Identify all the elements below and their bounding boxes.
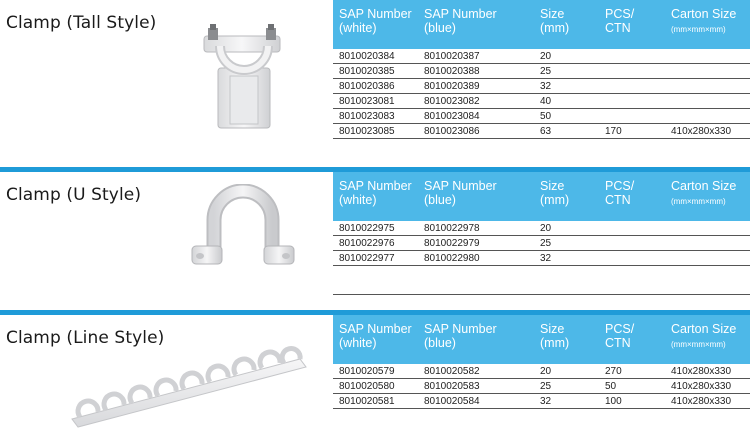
line-clamp-photo — [66, 341, 312, 431]
col-carton: Carton Size (mm×mm×mm) — [665, 315, 750, 364]
col-carton: Carton Size (mm×mm×mm) — [665, 0, 750, 49]
table-row: 8010020579 8010020582 20 270 410x280x330 — [333, 364, 750, 379]
section-line-style — [0, 315, 750, 431]
spec-table — [333, 172, 750, 295]
section-u-style — [0, 172, 750, 292]
table-header-row — [333, 315, 750, 364]
table-row: 8010020581 8010020584 32 100 410x280x330 — [333, 394, 750, 409]
table-header-row — [333, 172, 750, 221]
col-sap-white: SAP Number (white) — [333, 0, 418, 49]
col-sap-blue: SAP Number (blue) — [418, 172, 534, 221]
table-row: 8010022976 8010022979 25 — [333, 236, 750, 251]
col-pcs: PCS/ CTN — [599, 315, 665, 364]
section-title: Clamp (Line Style) — [6, 328, 165, 348]
col-pcs: PCS/ CTN — [599, 172, 665, 221]
table-header-row — [333, 0, 750, 49]
table-row: 8010022975 8010022978 20 — [333, 221, 750, 236]
section-title: Clamp (Tall Style) — [6, 13, 157, 33]
table-row: 8010020386 8010020389 32 — [333, 79, 750, 94]
table-row: 8010023083 8010023084 50 — [333, 109, 750, 124]
col-sap-blue: SAP Number (blue) — [418, 0, 534, 49]
col-size: Size (mm) — [534, 315, 599, 364]
table-row: 8010023081 8010023082 40 — [333, 94, 750, 109]
table-row: 8010020384 8010020387 20 — [333, 49, 750, 64]
col-carton: Carton Size (mm×mm×mm) — [665, 172, 750, 221]
spec-table — [333, 0, 750, 139]
col-sap-white: SAP Number (white) — [333, 172, 418, 221]
section-title: Clamp (U Style) — [6, 185, 142, 205]
spec-table — [333, 315, 750, 409]
col-pcs: PCS/ CTN — [599, 0, 665, 49]
col-size: Size (mm) — [534, 0, 599, 49]
col-size: Size (mm) — [534, 172, 599, 221]
section-tall-style — [0, 0, 750, 160]
table-row: 8010023085 8010023086 63 170 410x280x330 — [333, 124, 750, 139]
table-row: 8010020580 8010020583 25 50 410x280x330 — [333, 379, 750, 394]
table-row: 8010022977 8010022980 32 — [333, 251, 750, 266]
tall-clamp-photo — [196, 20, 288, 132]
table-row — [333, 266, 750, 295]
u-clamp-photo — [188, 184, 298, 270]
table-row: 8010020385 8010020388 25 — [333, 64, 750, 79]
col-sap-white: SAP Number (white) — [333, 315, 418, 364]
col-sap-blue: SAP Number (blue) — [418, 315, 534, 364]
